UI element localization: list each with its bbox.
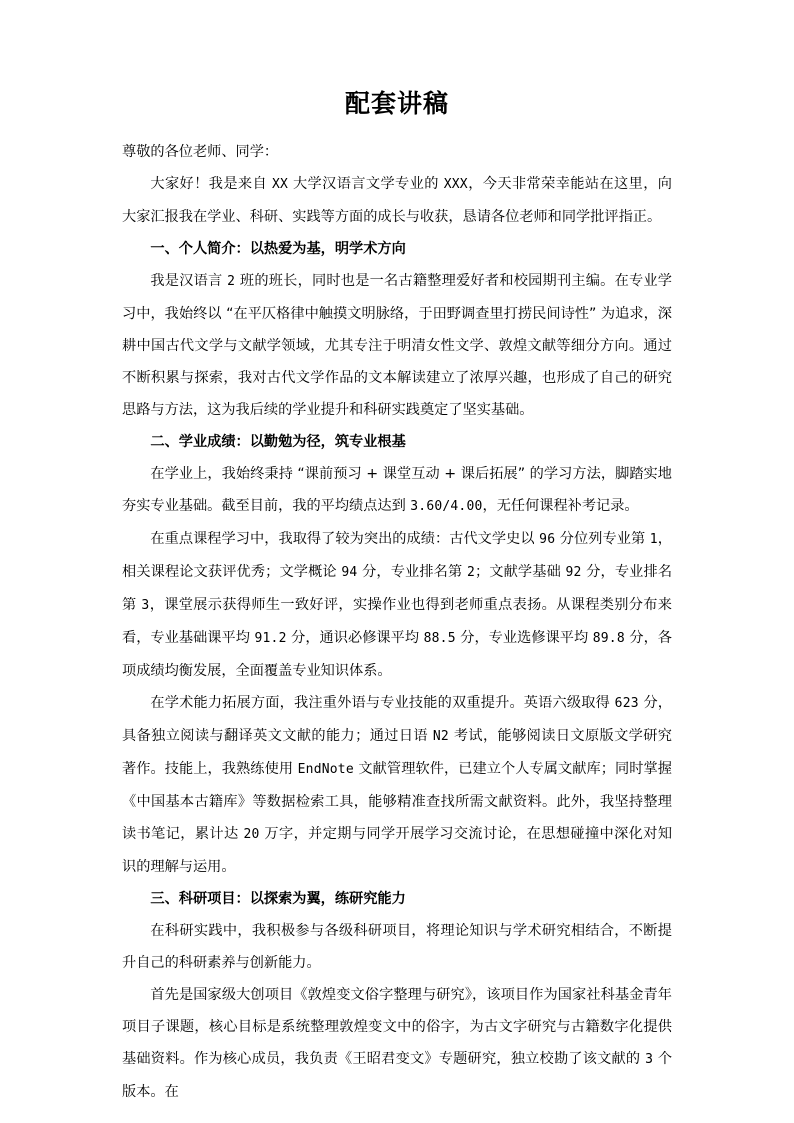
latin-run: 3.60/4.00 <box>410 499 483 514</box>
latin-run: 92 <box>565 565 582 580</box>
latin-run: XX <box>271 177 289 192</box>
body-paragraph: 尊敬的各位老师、同学： <box>122 144 279 160</box>
latin-run: 91.2 <box>254 631 287 646</box>
section-heading: 二、学业成绩：以勤勉为径，筑专业根基 <box>150 434 406 450</box>
body-paragraph: 在学术能力拓展方面，我注重外语与专业技能的双重提升。英语六级取得 623 分，具备独立阅读与翻译英文文献的能力；通过日语 N2 考试，能够阅读日文原版文学研究著作。技能上，我熟练使用 EndNote 文献管理软件，已建立个人专属文献库；同时掌握《中国基本古籍库》等数据检索工具，能够精准查找所需文献资料。此外，我坚持整理读书笔记，累计达 20 万字，并定期与同学开展学习交流讨论，在思想碰撞中深化对知识的理解与运用。 <box>122 695 673 875</box>
latin-run: 89.8 <box>592 631 625 646</box>
latin-run: XXX <box>443 177 468 192</box>
document-body <box>122 88 672 1108</box>
body-paragraph: 我是汉语言 2 班的班长，同时也是一名古籍整理爱好者和校园期刊主编。在专业学习中，我始终以 “在平仄格律中触摸文明脉络，于田野调查里打捞民间诗性” 为追求，深耕中国古代文学与文献学领域，尤其专注于明清女性文学、敦煌文献等细分方向。通过不断积累与探索，我对古代文学作品的文本解读建立了浓厚兴趣，也形成了自己的研究思路与方法，这为我后续的学业提升和科研实践奠定了坚实基础。 <box>122 273 672 418</box>
latin-run: 94 <box>341 565 358 580</box>
section-heading: 一、个人简介：以热爱为基，明学术方向 <box>150 241 406 257</box>
body-paragraph: 在科研实践中，我积极参与各级科研项目，将理论知识与学术研究相结合，不断提升自己的科研素养与创新能力。 <box>122 923 672 971</box>
page-title: 配套讲稿 <box>344 91 449 118</box>
body-paragraph: 首先是国家级大创项目《敦煌变文俗字整理与研究》，该项目作为国家社科基金青年项目子课题，核心目标是系统整理敦煌变文中的俗字，为古文字研究与古籍数字化提供基础资料。作为核心成员，我负责《王昭君变文》专题研究，独立校勘了该文献的 3 个版本。在 <box>122 987 673 1100</box>
latin-run: 2 <box>227 274 236 289</box>
section-heading: 三、科研项目：以探索为翼，练研究能力 <box>150 891 406 907</box>
body-paragraph: 大家好！我是来自 XX 大学汉语言文学专业的 XXX，今天非常荣幸能站在这里，向大家汇报我在学业、科研、实践等方面的成长与收获，恳请各位老师和同学批评指正。 <box>122 176 672 225</box>
body-paragraph: 在重点课程学习中，我取得了较为突出的成绩：古代文学史以 96 分位列专业第 1，相关课程论文获评优秀；文学概论 94 分，专业排名第 2；文献学基础 92 分，专业排名第 3，课堂展示获得师生一致好评，实操作业也得到老师重点表扬。从课程类别分布来看，专业基础课平均 91.2 分，通识必修课平均 88.5 分，专业选修课平均 89.8 分，各项成绩均衡发展，全面覆盖专业知识体系。 <box>122 531 673 679</box>
latin-run: 623 <box>614 696 639 711</box>
latin-run: 1 <box>649 532 658 547</box>
latin-run: 20 <box>243 827 260 842</box>
latin-run: N2 <box>432 729 449 744</box>
latin-run: 3 <box>645 1052 654 1067</box>
body-paragraph: 在学业上，我始终秉持 “课前预习 + 课堂互动 + 课后拓展” 的学习方法，脚踏实地夯实专业基础。截至目前，我的平均绩点达到 3.60/4.00，无任何课程补考记录。 <box>122 466 672 514</box>
document-content <box>122 136 672 1108</box>
latin-run: 2 <box>466 565 475 580</box>
latin-run: 96 <box>539 532 556 547</box>
latin-run: 88.5 <box>423 631 456 646</box>
latin-run: EndNote <box>297 762 354 777</box>
latin-run: 3 <box>141 598 150 613</box>
